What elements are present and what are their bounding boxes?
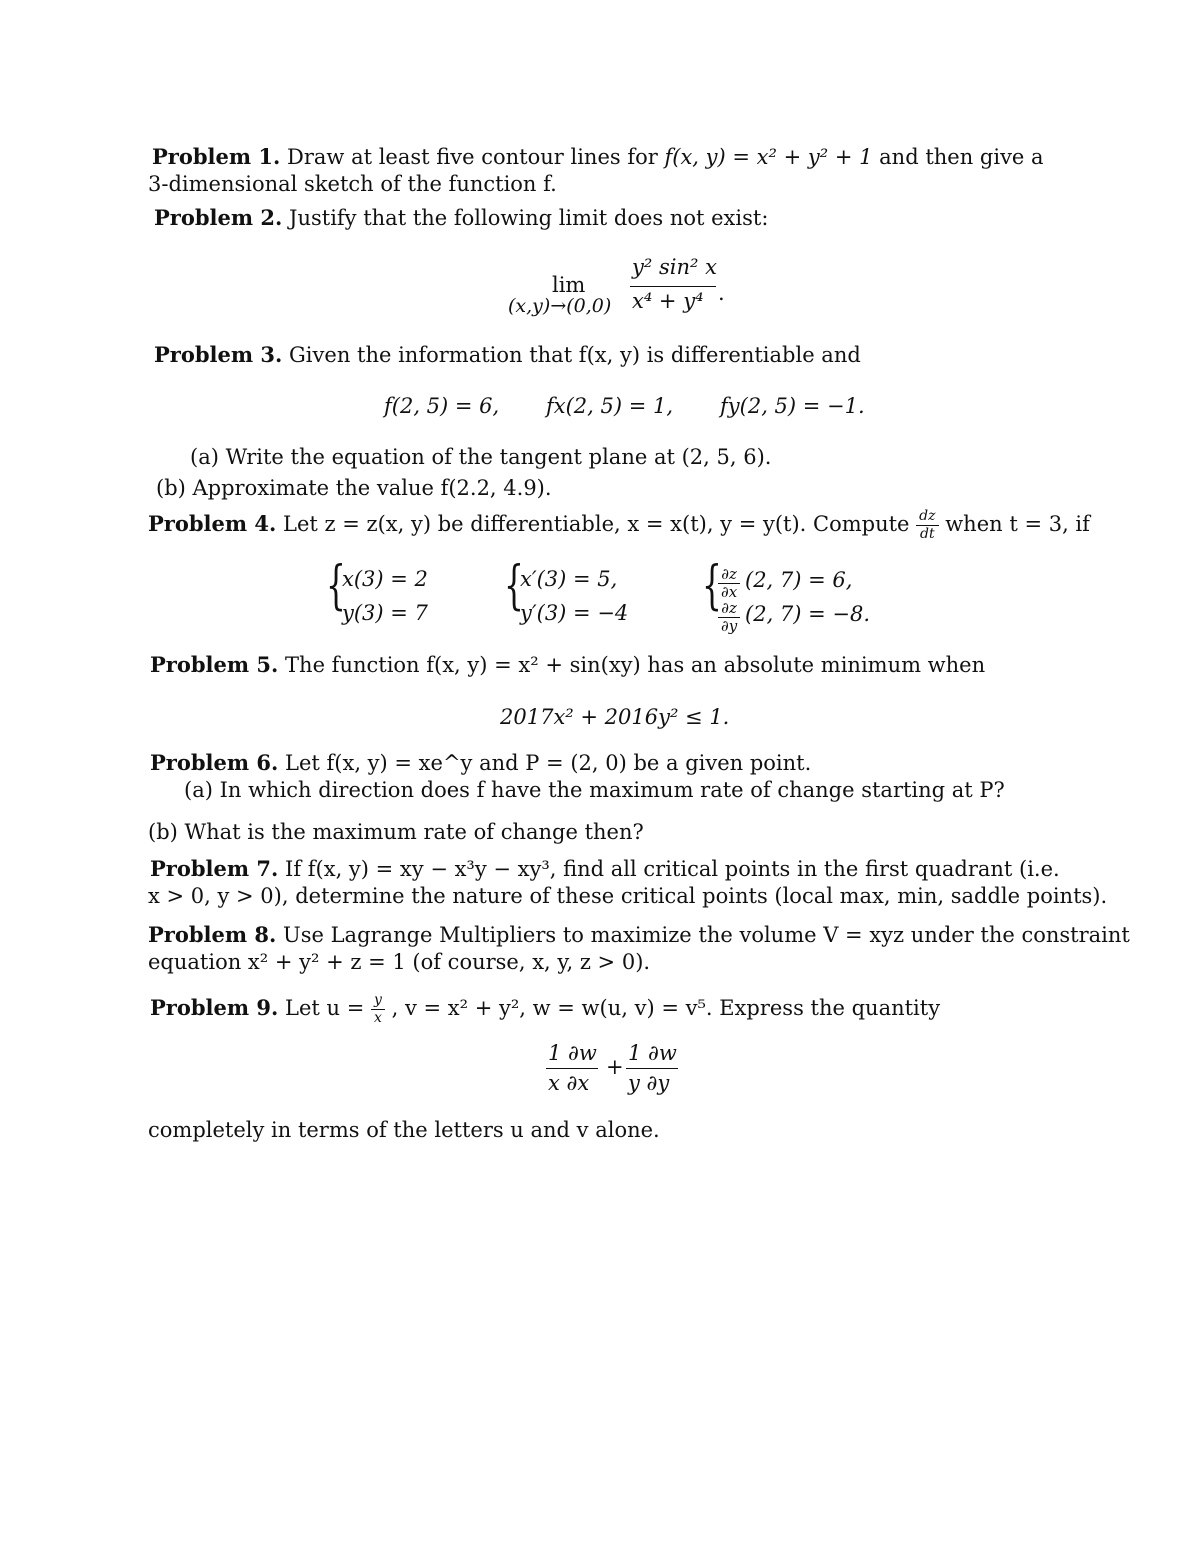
problem-2-label: Problem 2. — [154, 205, 283, 230]
term-1-denominator: x ∂x — [548, 1071, 590, 1095]
problem-5-constraint: 2017x² + 2016y² ≤ 1. — [500, 705, 730, 729]
problem-6-label: Problem 6. — [150, 750, 279, 775]
problem-8-line-2: equation x² + y² + z = 1 (of course, x, y, z > 0). — [148, 950, 651, 974]
plus-sign: + — [606, 1055, 624, 1079]
problem-4-label: Problem 4. — [148, 510, 277, 536]
dz-dy-numerator: ∂z — [718, 600, 740, 618]
system-1-row-1: x(3) = 2 — [342, 567, 428, 591]
dz-dt-numerator: dz — [916, 508, 938, 526]
dz-dt-denominator: dt — [920, 525, 935, 542]
y-over-x-fraction — [371, 992, 385, 1027]
problem-9-text-b: , v = x² + y², w = w(u, v) = v⁵. Express the quantity — [391, 995, 941, 1020]
system-1-brace: { — [326, 556, 346, 616]
problem-4-line — [148, 508, 1090, 543]
problem-4-text: Let z = z(x, y) be differentiable, x = x(t), y = y(t). Compute — [283, 511, 910, 536]
dz-dy-denominator: ∂y — [721, 616, 738, 635]
term-1-numerator: 1 ∂w — [548, 1041, 597, 1065]
dz-dt-fraction — [916, 508, 938, 543]
problem-8-label: Problem 8. — [148, 922, 277, 947]
problem-3-part-a: (a) Write the equation of the tangent plane at (2, 5, 6). — [190, 445, 772, 469]
problem-9-text: Let u = — [285, 995, 365, 1020]
problem-1-line-2: 3-dimensional sketch of the function f. — [148, 172, 557, 196]
problem-2-text: Justify that the following limit does not exist: — [289, 206, 769, 230]
problem-3-text: Given the information that f(x, y) is differentiable and — [289, 343, 861, 367]
problem-8-text: Use Lagrange Multipliers to maximize the volume V = xyz under the constraint — [283, 923, 1130, 947]
problem-1-eq: = x² + y² + 1 — [732, 145, 873, 169]
y-over-x-denominator: x — [374, 1009, 382, 1026]
problem-1-text-b: and then give a — [879, 145, 1044, 169]
given-f-value: f(2, 5) = 6, — [384, 394, 500, 418]
system-3-brace: { — [702, 556, 722, 616]
system-3-row-1 — [718, 566, 852, 600]
system-3-row-2 — [718, 600, 870, 634]
problem-6-line — [150, 750, 811, 776]
limit-word: lim — [552, 273, 586, 297]
system-1-row-2: y(3) = 7 — [342, 601, 428, 625]
term-2-denominator: y ∂y — [628, 1071, 670, 1095]
problem-5-text: The function f(x, y) = x² + sin(xy) has an absolute minimum when — [285, 653, 986, 677]
system-2-row-2: y′(3) = −4 — [520, 601, 629, 625]
problem-9-closing: completely in terms of the letters u and v alone. — [148, 1118, 660, 1142]
y-over-x-numerator: y — [371, 992, 385, 1010]
problem-9-label: Problem 9. — [150, 994, 279, 1020]
term-2-numerator: 1 ∂w — [628, 1041, 677, 1065]
problem-8-line-1 — [148, 922, 1130, 948]
problem-1-func: f(x, y) — [664, 145, 726, 169]
problem-9-line — [150, 992, 940, 1027]
dz-dx-fraction — [718, 566, 740, 600]
dz-dx-numerator: ∂z — [718, 566, 740, 584]
given-fx-value: fx(2, 5) = 1, — [546, 394, 674, 418]
limit-period: . — [718, 281, 725, 305]
limit-subscript: (x,y)→(0,0) — [508, 295, 612, 317]
given-fy-value: fy(2, 5) = −1. — [720, 394, 865, 418]
problem-4-text-b: when t = 3, if — [945, 511, 1090, 536]
problem-7-label: Problem 7. — [150, 856, 279, 881]
problem-7-line-2: x > 0, y > 0), determine the nature of these critical points (local max, min, saddle points). — [148, 884, 1108, 908]
problem-3-line — [154, 342, 861, 368]
system-2-brace: { — [504, 556, 524, 616]
problem-5-label: Problem 5. — [150, 652, 279, 677]
limit-denominator: x⁴ + y⁴ — [632, 289, 704, 313]
system-3-row-2-value: (2, 7) = −8. — [745, 602, 871, 626]
problem-5-line — [150, 652, 985, 678]
problem-3-label: Problem 3. — [154, 342, 283, 367]
problem-3-part-b: (b) Approximate the value f(2.2, 4.9). — [156, 476, 552, 500]
problem-1-label: Problem 1. — [152, 144, 281, 169]
problem-6-part-b: (b) What is the maximum rate of change then? — [148, 820, 644, 844]
term-1-fraction-bar — [546, 1068, 598, 1069]
limit-numerator: y² sin² x — [632, 255, 717, 279]
problem-6-text: Let f(x, y) = xe^y and P = (2, 0) be a given point. — [285, 751, 812, 775]
problem-7-text: If f(x, y) = xy − x³y − xy³, find all critical points in the first quadrant (i.e. — [285, 857, 1060, 881]
problem-2-line — [154, 205, 768, 231]
limit-fraction-bar — [630, 286, 716, 287]
problem-1-line-1 — [152, 144, 1044, 170]
dz-dx-denominator: ∂x — [721, 582, 738, 601]
problem-7-line-1 — [150, 856, 1060, 882]
term-2-fraction-bar — [626, 1068, 678, 1069]
system-3-row-1-value: (2, 7) = 6, — [745, 568, 853, 592]
problem-6-part-a: (a) In which direction does f have the maximum rate of change starting at P? — [184, 778, 1005, 802]
problem-1-text: Draw at least five contour lines for — [287, 145, 658, 169]
system-2-row-1: x′(3) = 5, — [520, 567, 618, 591]
dz-dy-fraction — [718, 600, 740, 634]
